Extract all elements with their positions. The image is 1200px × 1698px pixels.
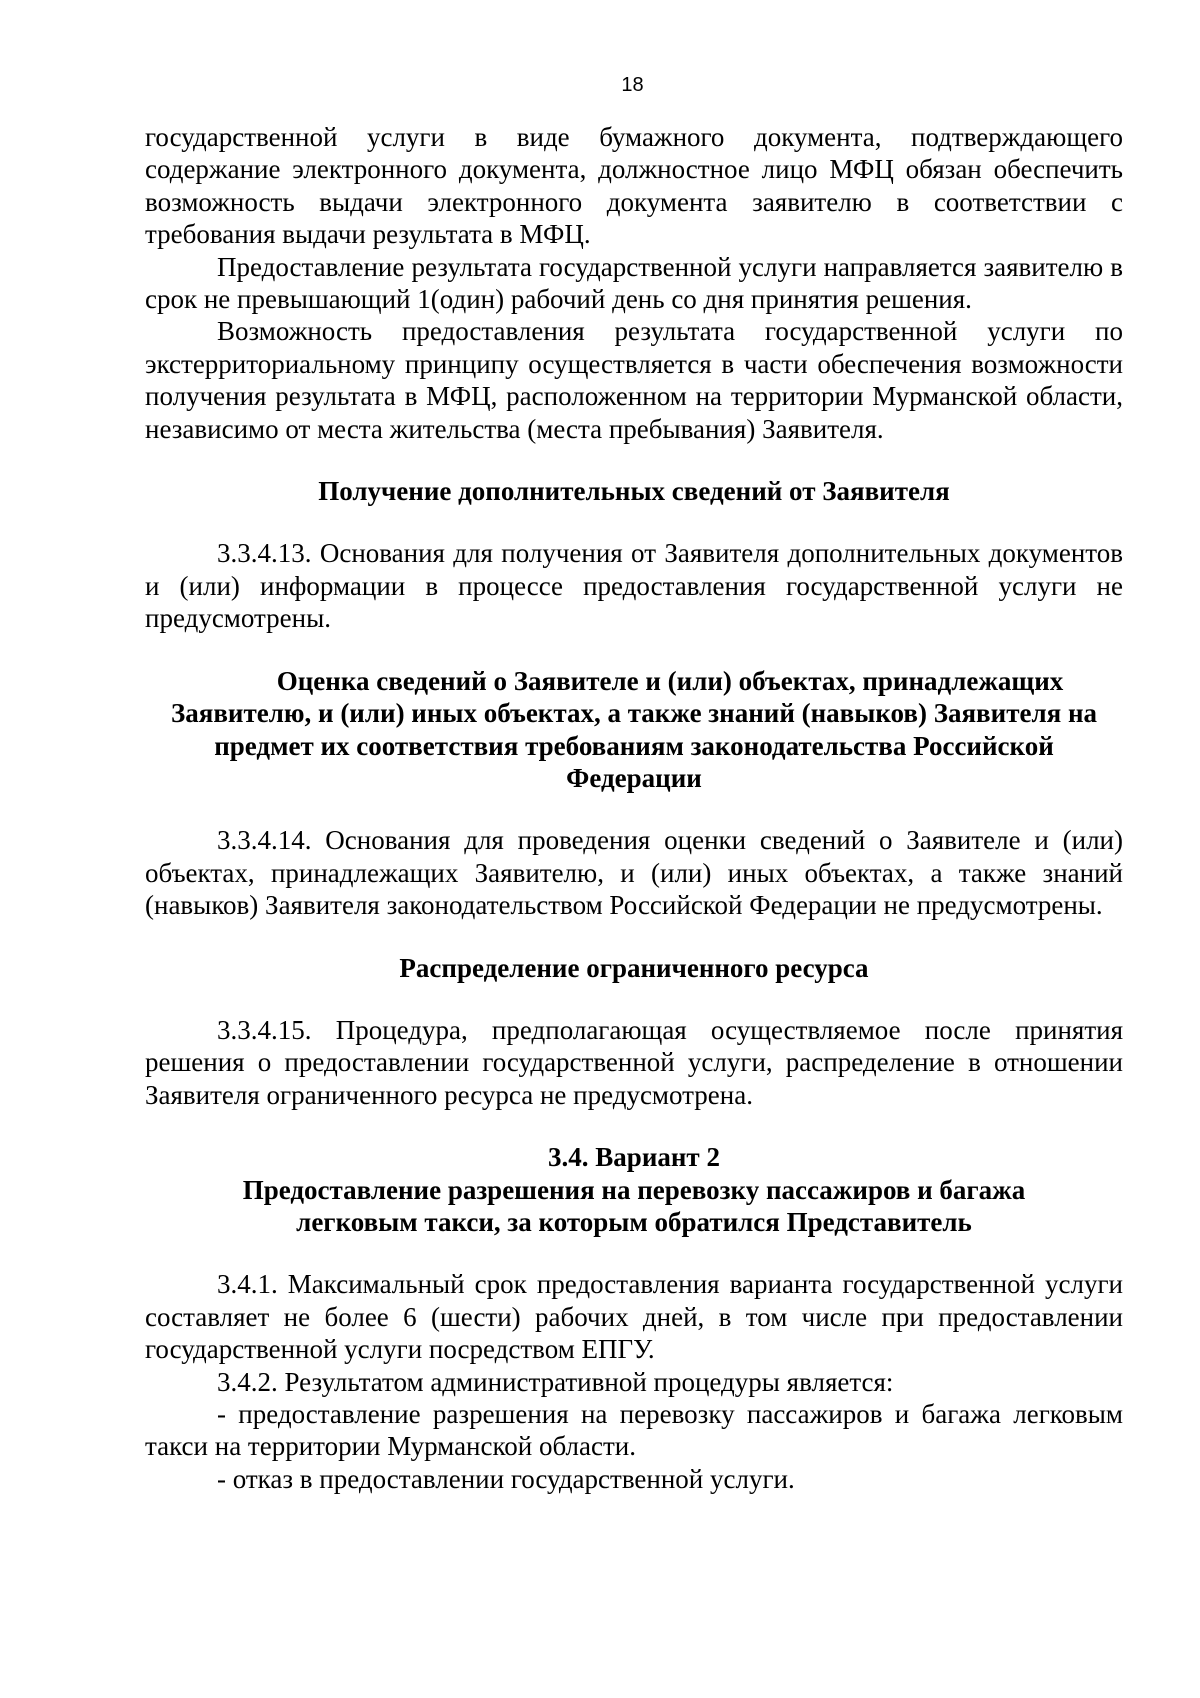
heading-variant-2 <box>145 1141 1123 1238</box>
heading-additional-info: Получение дополнительных сведений от Заявителя <box>318 476 950 507</box>
paragraph-continuation: государственной услуги в виде бумажного документа, подтверждающего содержание электронного документа, должностное лицо МФЦ обязан обеспечить возможность выдачи электронного документа заявителю в соответствии с требования выдачи результата в МФЦ. <box>145 122 1123 250</box>
heading-variant-2-number: 3.4. Вариант 2 <box>548 1142 720 1173</box>
paragraph-result-delivery: Предоставление результата государственной услуги направляется заявителю в срок не превышающий 1(один) рабочий день со дня принятия решения. <box>145 251 1123 315</box>
heading-assessment-line-2: Заявителю, и (или) иных объектах, а также знаний (навыков) Заявителя на <box>170 698 1097 729</box>
paragraph-3-3-4-13: 3.3.4.13. Основания для получения от Заявителя дополнительных документов и (или) информации в процессе предоставления государственной услуги не предусмотрены. <box>145 538 1123 634</box>
paragraph-3-3-4-14: 3.3.4.14. Основания для проведения оценки сведений о Заявителе и (или) объектах, принадлежащих Заявителю, и (или) иных объектах, а также знаний (навыков) Заявителя законодательством Российской Федерации не предусмотрены. <box>145 825 1123 921</box>
heading-assessment-line-3: предмет их соответствия требованиям законодательства Российской <box>214 730 1054 761</box>
heading-assessment-line-1: Оценка сведений о Заявителе и (или) объектах, принадлежащих <box>276 665 1064 696</box>
heading-limited-resource: Распределение ограниченного ресурса <box>399 952 869 983</box>
paragraph-3-4-2: 3.4.2. Результатом административной процедуры является: <box>217 1366 894 1397</box>
paragraph-3-3-4-15: 3.3.4.15. Процедура, предполагающая осуществляемое после принятия решения о предоставлении государственной услуги, распределение в отношении Заявителя ограниченного ресурса не предусмотрена. <box>145 1014 1123 1110</box>
list-item-permit: - предоставление разрешения на перевозку пассажиров и багажа легковым такси на территории Мурманской области. <box>145 1399 1123 1462</box>
paragraph-3-4-1: 3.4.1. Максимальный срок предоставления варианта государственной услуги составляет не более 6 (шести) рабочих дней, в том числе при предоставлении государственной услуги посредством ЕПГУ. <box>145 1269 1123 1365</box>
paragraph-extraterritorial: Возможность предоставления результата государственной услуги по экстерриториальному принципу осуществляется в части обеспечения возможности получения результата в МФЦ, расположенном на территории Мурманской области, независимо от места жительства (места пребывания) Заявителя. <box>145 316 1123 444</box>
list-item-refusal: - отказ в предоставлении государственной услуги. <box>217 1463 795 1494</box>
heading-variant-2-title-line-2: легковым такси, за которым обратился Представитель <box>296 1206 972 1237</box>
heading-variant-2-title-line-1: Предоставление разрешения на перевозку пассажиров и багажа <box>242 1174 1026 1205</box>
page-number: 18 <box>621 74 644 96</box>
heading-assessment-line-4: Федерации <box>566 762 702 793</box>
document-body <box>145 121 1123 1495</box>
heading-assessment <box>145 665 1123 795</box>
